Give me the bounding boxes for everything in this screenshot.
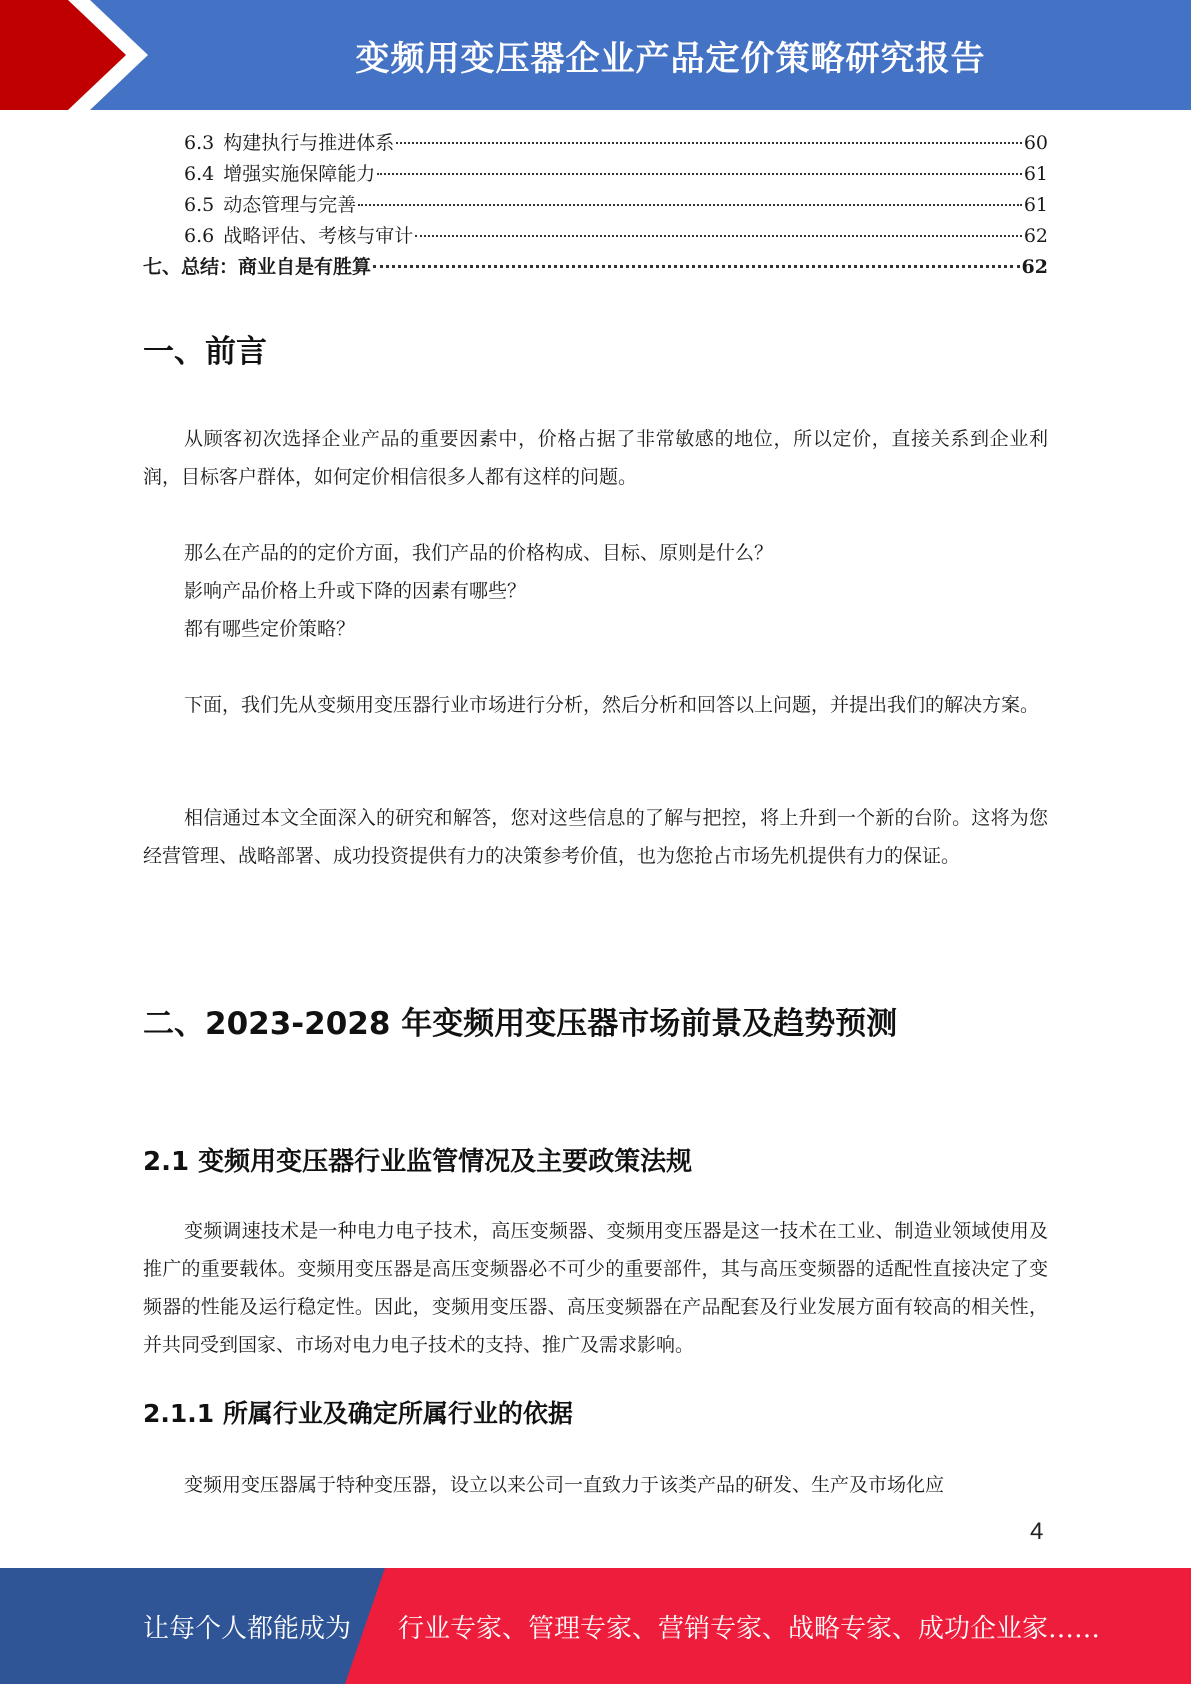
question-line: 影响产品价格上升或下降的因素有哪些？ xyxy=(184,580,527,602)
subsection-heading: 2.1.1 所属行业及确定所属行业的依据 xyxy=(143,1399,573,1428)
toc-entry[interactable] xyxy=(143,128,1048,159)
preface-paragraph-1 xyxy=(143,420,1048,496)
paragraph: 相信通过本文全面深入的研究和解答，您对这些信息的了解与把控，将上升到一个新的台阶。这将为您经营管理、战略部署、成功投资提供有力的决策参考价值，也为您抢占市场先机提供有力的保证。 xyxy=(143,807,1048,867)
toc-leader xyxy=(373,265,1020,268)
toc-page: 62 xyxy=(1021,256,1048,278)
toc-number: 6.3 xyxy=(184,132,215,154)
toc-title: 七、总结：商业自是有胜算 xyxy=(143,256,372,278)
section-preface xyxy=(143,326,1048,371)
subsection-2-1-paragraph xyxy=(143,1212,1048,1364)
page-footer xyxy=(0,1568,1191,1684)
paragraph: 从顾客初次选择企业产品的重要因素中，价格占据了非常敏感的地位，所以定价，直接关系到企业利润，目标客户群体，如何定价相信很多人都有这样的问题。 xyxy=(143,428,1048,488)
section-market-outlook xyxy=(143,998,1048,1043)
report-title: 变频用变压器企业产品定价策略研究报告 xyxy=(355,38,986,79)
toc-entry[interactable] xyxy=(143,252,1048,283)
toc-leader xyxy=(358,204,1022,206)
page-number: 4 xyxy=(1030,1518,1044,1545)
footer-slogan-right: 行业专家、管理专家、营销专家、战略专家、成功企业家…… xyxy=(398,1613,1101,1644)
question-line: 那么在产品的的定价方面，我们产品的价格构成、目标、原则是什么？ xyxy=(184,542,774,564)
toc-leader xyxy=(415,235,1022,237)
toc-page: 61 xyxy=(1023,163,1048,185)
header-arrow-decoration xyxy=(0,0,160,110)
toc-page: 61 xyxy=(1023,194,1048,216)
subsection-2-1-1 xyxy=(143,1394,1048,1430)
toc-entry[interactable] xyxy=(143,221,1048,252)
section-heading: 一、前言 xyxy=(143,334,267,370)
toc-number: 6.6 xyxy=(184,225,215,247)
subsection-2-1 xyxy=(143,1141,1048,1178)
toc-entry[interactable] xyxy=(143,159,1048,190)
preface-paragraph-2 xyxy=(143,686,1048,724)
toc-page: 60 xyxy=(1023,132,1048,154)
toc-title: 构建执行与推进体系 xyxy=(223,132,395,154)
section-heading: 二、2023-2028 年变频用变压器市场前景及趋势预测 xyxy=(143,1006,898,1042)
page-header xyxy=(0,0,1191,110)
toc-title: 动态管理与完善 xyxy=(223,194,357,216)
toc-title: 战略评估、考核与审计 xyxy=(223,225,414,247)
table-of-contents xyxy=(143,128,1048,283)
subsection-heading: 2.1 变频用变压器行业监管情况及主要政策法规 xyxy=(143,1147,693,1177)
paragraph: 变频用变压器属于特种变压器，设立以来公司一直致力于该类产品的研发、生产及市场化应 xyxy=(184,1474,945,1496)
paragraph: 下面，我们先从变频用变压器行业市场进行分析，然后分析和回答以上问题，并提出我们的解决方案。 xyxy=(184,694,1040,716)
question-line: 都有哪些定价策略？ xyxy=(184,618,356,640)
toc-number: 6.5 xyxy=(184,194,215,216)
subsection-2-1-1-paragraph xyxy=(143,1466,1048,1504)
toc-page: 62 xyxy=(1023,225,1048,247)
preface-questions xyxy=(143,534,1048,648)
toc-leader xyxy=(377,173,1022,175)
toc-entry[interactable] xyxy=(143,190,1048,221)
preface-paragraph-3 xyxy=(143,799,1048,875)
paragraph: 变频调速技术是一种电力电子技术，高压变频器、变频用变压器是这一技术在工业、制造业领域使用及推广的重要载体。变频用变压器是高压变频器必不可少的重要部件，其与高压变频器的适配性直接决定了变频器的性能及运行稳定性。因此，变频用变压器、高压变频器在产品配套及行业发展方面有较高的相关性，并共同受到国家、市场对电力电子技术的支持、推广及需求影响。 xyxy=(143,1220,1048,1356)
toc-number: 6.4 xyxy=(184,163,215,185)
toc-title: 增强实施保障能力 xyxy=(223,163,376,185)
toc-leader xyxy=(396,142,1022,144)
footer-slogan-left: 让每个人都能成为 xyxy=(143,1613,352,1644)
